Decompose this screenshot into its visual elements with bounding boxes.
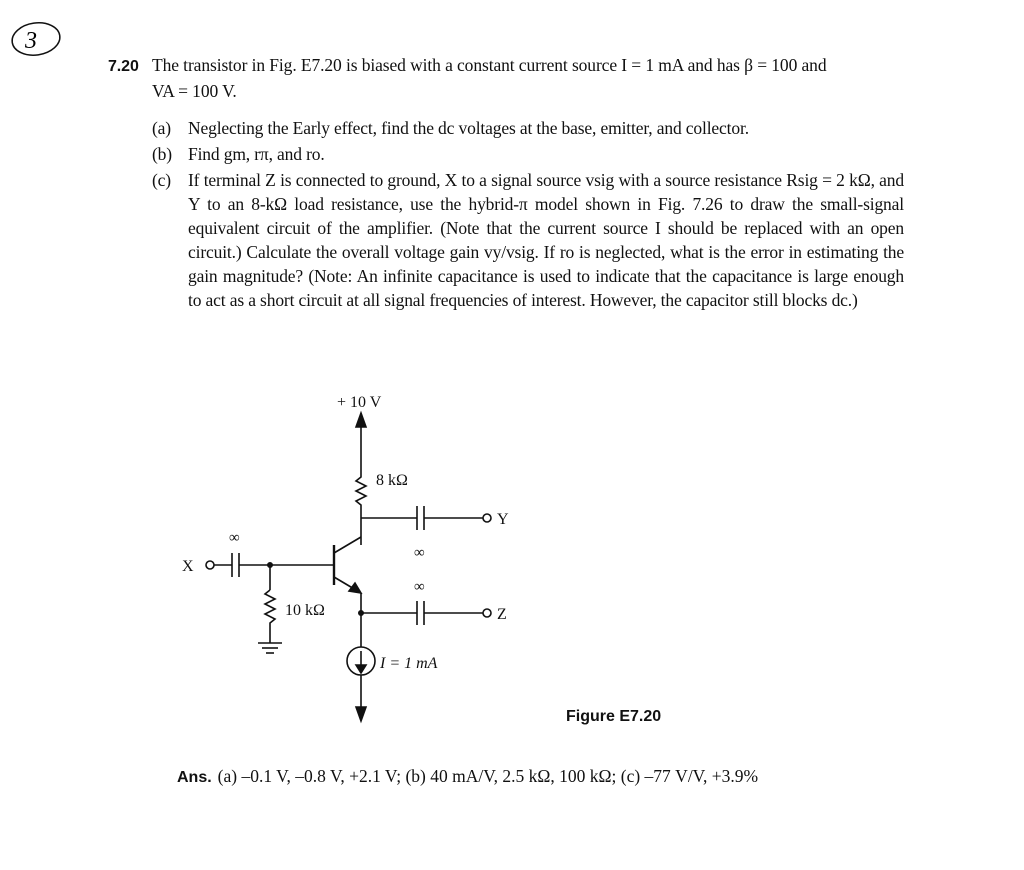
terminal-z-label: Z bbox=[497, 606, 507, 623]
part-text: If terminal Z is connected to ground, X to a signal source vsig with a source resistance Rsig = 2 kΩ, and Y to an 8-kΩ load resistance, use the hybrid-π model shown in Fig. 7.26 to draw the small-signal equivalent circuit of the amplifier. (Note that the current source I should be replaced with an open circuit.) Calculate the overall voltage gain vy/vsig. If ro is neglected, what is the error in estimating the gain magnitude? (Note: An infinite capacitance is used to indicate that the capacitance is large enough to act as a short circuit at all signal frequencies of interest. However, the capacitor still blocks dc.) bbox=[188, 170, 904, 310]
cap-y-label: ∞ bbox=[414, 545, 425, 561]
terminal-y-label: Y bbox=[497, 511, 509, 528]
problem-statement bbox=[108, 53, 928, 103]
problem-line-2: VA = 100 V. bbox=[152, 81, 237, 101]
terminal-y-node bbox=[483, 514, 491, 522]
figure-caption: Figure E7.20 bbox=[566, 708, 662, 725]
part-label: (b) bbox=[152, 144, 172, 164]
part-text: Find gm, rπ, and ro. bbox=[188, 144, 325, 164]
supply-label: + 10 V bbox=[337, 394, 382, 411]
terminal-x-node bbox=[206, 561, 214, 569]
margin-note: 3 bbox=[25, 28, 37, 54]
terminal-x-label: X bbox=[182, 558, 194, 575]
part-c bbox=[152, 168, 904, 312]
part-label: (c) bbox=[152, 170, 171, 190]
rb-label: 10 kΩ bbox=[285, 602, 325, 619]
part-a bbox=[152, 116, 904, 140]
part-text: Neglecting the Early effect, find the dc voltages at the base, emitter, and collector. bbox=[188, 118, 749, 138]
problem-number: 7.20 bbox=[108, 58, 139, 75]
collector-resistor bbox=[356, 473, 366, 518]
handwritten-circle-mark bbox=[6, 18, 62, 58]
circuit-diagram bbox=[170, 385, 510, 725]
answers-label: Ans. bbox=[177, 769, 212, 786]
answers bbox=[177, 764, 897, 790]
terminal-z-node bbox=[483, 609, 491, 617]
problem-line-1: The transistor in Fig. E7.20 is biased with a constant current source I = 1 mA and has β = 100 and bbox=[152, 55, 827, 75]
supply-arrow-icon bbox=[356, 413, 366, 427]
part-label: (a) bbox=[152, 118, 171, 138]
rc-label: 8 kΩ bbox=[376, 472, 408, 489]
current-source-label: I = 1 mA bbox=[380, 655, 438, 672]
negative-supply-arrow-icon bbox=[356, 707, 366, 721]
base-resistor bbox=[265, 590, 275, 643]
cap-x-label: ∞ bbox=[229, 530, 240, 546]
emitter-arrow-icon bbox=[349, 583, 361, 593]
transistor-collector bbox=[334, 537, 361, 553]
part-b bbox=[152, 142, 904, 166]
answers-text: (a) –0.1 V, –0.8 V, +2.1 V; (b) 40 mA/V, 2.5 kΩ, 100 kΩ; (c) –77 V/V, +3.9% bbox=[217, 766, 759, 786]
problem-parts bbox=[152, 116, 904, 314]
cap-z-label: ∞ bbox=[414, 579, 425, 595]
current-source-arrow-icon bbox=[356, 665, 366, 673]
